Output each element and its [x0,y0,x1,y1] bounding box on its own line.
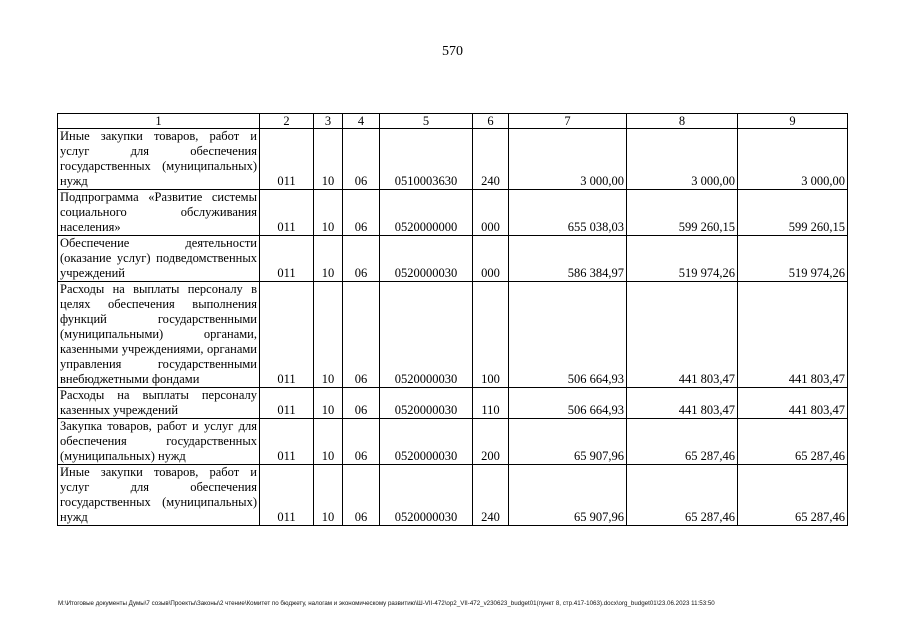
page-number: 570 [442,44,463,59]
table-row [58,465,848,526]
cell-col2: 011 [260,465,314,526]
cell-col9: 441 803,47 [738,282,848,388]
cell-col7: 506 664,93 [509,282,627,388]
cell-col8: 599 260,15 [627,190,738,236]
header-cell: 5 [380,114,473,129]
table-row [58,236,848,282]
cell-col4: 06 [343,129,380,190]
cell-col9: 3 000,00 [738,129,848,190]
cell-col6: 000 [473,236,509,282]
cell-col5: 0520000030 [380,236,473,282]
row-name: Расходы на выплаты персоналу казенных учреждений [58,388,260,419]
cell-col7: 3 000,00 [509,129,627,190]
header-cell: 6 [473,114,509,129]
cell-col2: 011 [260,282,314,388]
cell-col2: 011 [260,419,314,465]
cell-col7: 65 907,96 [509,419,627,465]
table-row [58,282,848,388]
table-row [58,190,848,236]
cell-col5: 0520000030 [380,282,473,388]
cell-col7: 586 384,97 [509,236,627,282]
header-row [58,114,848,129]
header-cell: 8 [627,114,738,129]
row-name: Обеспечение деятельности (оказание услуг) подведомственных учреждений [58,236,260,282]
document-footer-path: M:\Итоговые документы Думы\7 созыв\Проекты\Законы\2 чтение\Комитет по бюджету, налогам и экономическому развитию\Ш-VII-472\ор2_VII-472_v230623_budget01(пункт 8, стр.417-1063).docx\org_budget01\23.06.2023 11:53:50 [58,600,715,607]
cell-col7: 506 664,93 [509,388,627,419]
cell-col9: 441 803,47 [738,388,848,419]
cell-col9: 599 260,15 [738,190,848,236]
cell-col5: 0520000030 [380,465,473,526]
cell-col4: 06 [343,465,380,526]
row-name: Подпрограмма «Развитие системы социального обслуживания населения» [58,190,260,236]
budget-table [57,113,848,526]
cell-col4: 06 [343,236,380,282]
cell-col3: 10 [314,465,343,526]
cell-col3: 10 [314,190,343,236]
cell-col2: 011 [260,190,314,236]
header-cell: 2 [260,114,314,129]
row-name: Закупка товаров, работ и услуг для обеспечения государственных (муниципальных) нужд [58,419,260,465]
cell-col8: 441 803,47 [627,388,738,419]
header-cell: 7 [509,114,627,129]
cell-col8: 519 974,26 [627,236,738,282]
cell-col4: 06 [343,190,380,236]
cell-col3: 10 [314,236,343,282]
cell-col8: 441 803,47 [627,282,738,388]
cell-col6: 240 [473,465,509,526]
cell-col2: 011 [260,129,314,190]
cell-col9: 65 287,46 [738,465,848,526]
cell-col5: 0520000030 [380,419,473,465]
cell-col3: 10 [314,388,343,419]
header-cell: 4 [343,114,380,129]
cell-col3: 10 [314,129,343,190]
cell-col8: 65 287,46 [627,465,738,526]
table-row [58,419,848,465]
cell-col8: 3 000,00 [627,129,738,190]
row-name: Иные закупки товаров, работ и услуг для обеспечения государственных (муниципальных) нужд [58,465,260,526]
cell-col7: 655 038,03 [509,190,627,236]
cell-col4: 06 [343,388,380,419]
cell-col4: 06 [343,282,380,388]
cell-col5: 0520000000 [380,190,473,236]
header-cell: 1 [58,114,260,129]
cell-col6: 110 [473,388,509,419]
cell-col6: 240 [473,129,509,190]
cell-col5: 0510003630 [380,129,473,190]
cell-col5: 0520000030 [380,388,473,419]
cell-col7: 65 907,96 [509,465,627,526]
cell-col9: 519 974,26 [738,236,848,282]
cell-col6: 200 [473,419,509,465]
cell-col8: 65 287,46 [627,419,738,465]
header-cell: 9 [738,114,848,129]
cell-col6: 100 [473,282,509,388]
cell-col2: 011 [260,388,314,419]
cell-col3: 10 [314,282,343,388]
row-name: Иные закупки товаров, работ и услуг для обеспечения государственных (муниципальных) нужд [58,129,260,190]
cell-col4: 06 [343,419,380,465]
cell-col6: 000 [473,190,509,236]
row-name: Расходы на выплаты персоналу в целях обеспечения выполнения функций государственными (муниципальными) органами, казенными учреждениями, органами управления государственными внебюджетными фондами [58,282,260,388]
table-row [58,129,848,190]
cell-col3: 10 [314,419,343,465]
header-cell: 3 [314,114,343,129]
table-row [58,388,848,419]
cell-col9: 65 287,46 [738,419,848,465]
cell-col2: 011 [260,236,314,282]
